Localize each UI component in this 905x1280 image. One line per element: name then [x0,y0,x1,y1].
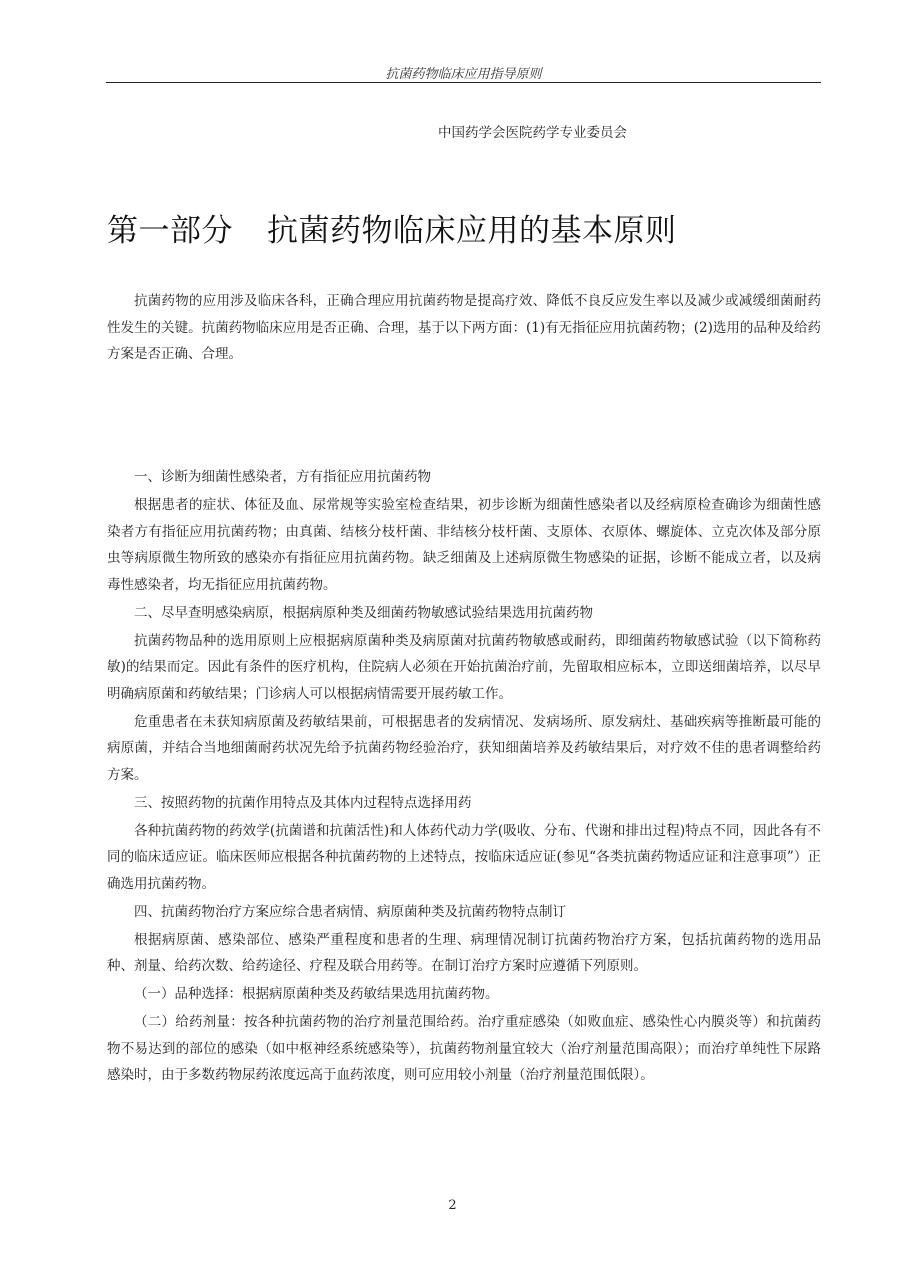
sub-item-2: （二）给药剂量：按各种抗菌药物的治疗剂量范围给药。治疗重症感染（如败血症、感染性心内膜炎等）和抗菌药物不易达到的部位的感染（如中枢神经系统感染等），抗菌药物剂量宜较大（治疗剂量范围高限）；而治疗单纯性下尿路感染时，由于多数药物尿药浓度远高于血药浓度，则可应用较小剂量（治疗剂量范围低限）。 [107,1014,821,1083]
sub-item-1: （一）品种选择：根据病原菌种类及药敏结果选用抗菌药物。 [134,986,499,1002]
section-heading-4: 四、抗菌药物治疗方案应综合患者病情、病原菌种类及抗菌药物特点制订 [134,903,566,920]
sections-block [107,464,821,1090]
section-heading-2: 二、尽早查明感染病原，根据病原种类及细菌药物敏感试验结果选用抗菌药物 [134,604,593,621]
section-paragraph: 抗菌药物品种的选用原则上应根据病原菌种类及病原菌对抗菌药物敏感或耐药，即细菌药物敏感试验（以下简称药敏)的结果而定。因此有条件的医疗机构，住院病人必须在开始抗菌治疗前，先留取相应标本，立即送细菌培养，以尽早明确病原菌和药敏结果；门诊病人可以根据病情需要开展药敏工作。 [107,632,821,702]
section-heading-1: 一、诊断为细菌性感染者，方有指征应用抗菌药物 [134,469,431,485]
running-header: 抗菌药物临床应用指导原则 [385,67,542,82]
page-number: 2 [448,1198,457,1213]
section-paragraph: 各种抗菌药物的药效学(抗菌谱和抗菌活性)和人体药代动力学(吸收、分布、代谢和排出过程)特点不同，因此各有不同的临床适应证。临床医师应根据各种抗菌药物的上述特点，按临床适应证(参见“各类抗菌药物适应证和注意事项”）正确选用抗菌药物。 [107,822,821,892]
section-paragraph: 根据患者的症状、体征及血、尿常规等实验室检查结果，初步诊断为细菌性感染者以及经病原检查确诊为细菌性感染者方有指征应用抗菌药物；由真菌、结核分枝杆菌、非结核分枝杆菌、支原体、衣原体、螺旋体、立克次体及部分原虫等病原微生物所致的感染亦有指征应用抗菌药物。缺乏细菌及上述病原微生物感染的证据，诊断不能成立者，以及病毒性感染者，均无指征应用抗菌药物。 [107,497,821,593]
intro-block [107,288,821,368]
intro-paragraph: 抗菌药物的应用涉及临床各科，正确合理应用抗菌药物是提高疗效、降低不良反应发生率以及减少或减缓细菌耐药性发生的关键。抗菌药物临床应用是否正确、合理，基于以下两方面：(1)有无指征应用抗菌药物；(2)选用的品种及给药方案是否正确、合理。 [107,293,821,362]
header-rule [106,82,821,83]
committee-name: 中国药学会医院药学专业委员会 [438,125,627,141]
section-paragraph: 根据病原菌、感染部位、感染严重程度和患者的生理、病理情况制订抗菌药物治疗方案，包括抗菌药物的选用品种、剂量、给药次数、给药途径、疗程及联合用药等。在制订治疗方案时应遵循下列原则。 [107,931,821,974]
part-label: 第一部分 [107,213,233,249]
part-heading: 抗菌药物临床应用的基本原则 [267,213,677,249]
section-heading-3: 三、按照药物的抗菌作用特点及其体内过程特点选择用药 [134,794,472,811]
part-title [107,205,677,250]
section-paragraph: 危重患者在未获知病原菌及药敏结果前，可根据患者的发病情况、发病场所、原发病灶、基础疾病等推断最可能的病原菌，并结合当地细菌耐药状况先给予抗菌药物经验治疗，获知细菌培养及药敏结果后，对疗效不佳的患者调整给药方案。 [107,713,821,783]
